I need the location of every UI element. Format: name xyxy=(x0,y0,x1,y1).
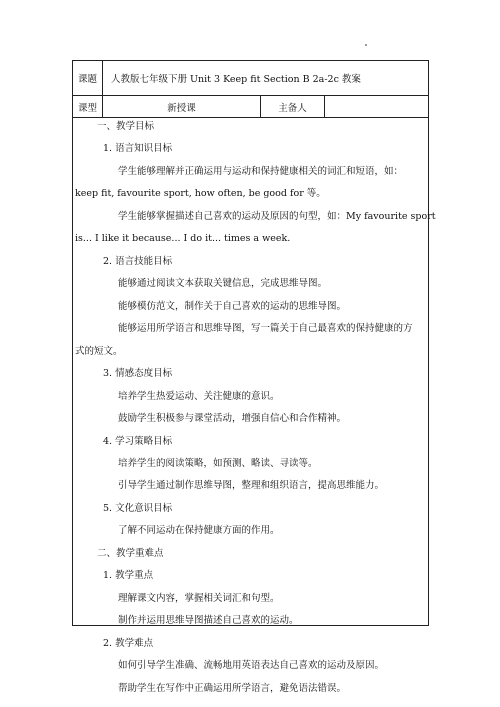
content-cell xyxy=(73,118,436,694)
paragraph-line: 式的短文。 xyxy=(75,346,123,357)
subsection-heading: 1. 教学重点 xyxy=(103,570,154,581)
subsection-heading: 2. 教学难点 xyxy=(103,638,154,649)
paragraph-line: keep fit, favourite sport, how often, be good for 等。 xyxy=(75,188,326,199)
paragraph-line: 培养学生热爱运动、关注健康的意识。 xyxy=(118,391,280,402)
paragraph-line: 学生能够掌握描述自己喜欢的运动及原因的句型，如：My favourite sport xyxy=(118,211,436,222)
author-value xyxy=(325,96,429,118)
lesson-plan-table xyxy=(72,60,436,694)
subsection-heading: 4. 学习策略目标 xyxy=(103,436,173,447)
type-label: 课型 xyxy=(73,96,103,118)
paragraph-line: 能够运用所学语言和思维导图，写一篇关于自己最喜欢的保持健康的方 xyxy=(118,323,413,334)
paragraph-line: 理解课文内容，掌握相关词汇和句型。 xyxy=(118,593,280,604)
paragraph-line: 如何引导学生准确、流畅地用英语表达自己喜欢的运动及原因。 xyxy=(118,660,385,671)
paragraph-line: 能够通过阅读文本获取关键信息，完成思维导图。 xyxy=(118,278,328,289)
subsection-heading: 3. 情感态度目标 xyxy=(103,368,173,379)
type-value: 新授课 xyxy=(103,96,261,118)
subject-label: 课题 xyxy=(73,61,103,96)
subject-value: 人教版七年级下册 Unit 3 Keep fit Section B 2a-2c 教案 xyxy=(103,61,429,96)
paragraph-line: 培养学生的阅读策略，如预测、略读、寻读等。 xyxy=(118,458,318,469)
paragraph-line: 了解不同运动在保持健康方面的作用。 xyxy=(118,525,280,536)
paragraph-line: 帮助学生在写作中正确运用所学语言，避免语法错误。 xyxy=(118,683,347,694)
corner-mark xyxy=(365,44,367,46)
subject-row xyxy=(73,61,429,96)
subsection-heading: 5. 文化意识目标 xyxy=(103,503,173,514)
paragraph-line: 制作并运用思维导图描述自己喜欢的运动。 xyxy=(118,615,299,626)
subsection-heading: 1. 语言知识目标 xyxy=(103,143,173,154)
paragraph-line: is... I like it because... I do it... times a week. xyxy=(75,233,291,244)
author-label: 主备人 xyxy=(261,96,325,118)
subsection-heading: 2. 语言技能目标 xyxy=(103,256,173,267)
paragraph-line: 鼓励学生积极参与课堂活动，增强自信心和合作精神。 xyxy=(118,413,347,424)
content-row xyxy=(73,118,429,626)
content-body xyxy=(73,118,436,694)
paragraph-line: 学生能够理解并正确运用与运动和保持健康相关的词汇和短语，如： xyxy=(118,166,404,177)
type-row xyxy=(73,96,429,118)
paragraph-line: 能够模仿范文，制作关于自己喜欢的运动的思维导图。 xyxy=(118,301,347,312)
section-heading: 二、教学重难点 xyxy=(97,548,164,559)
paragraph-line: 引导学生通过制作思维导图，整理和组织语言，提高思维能力。 xyxy=(118,480,385,491)
section-heading: 一、教学目标 xyxy=(97,121,155,132)
